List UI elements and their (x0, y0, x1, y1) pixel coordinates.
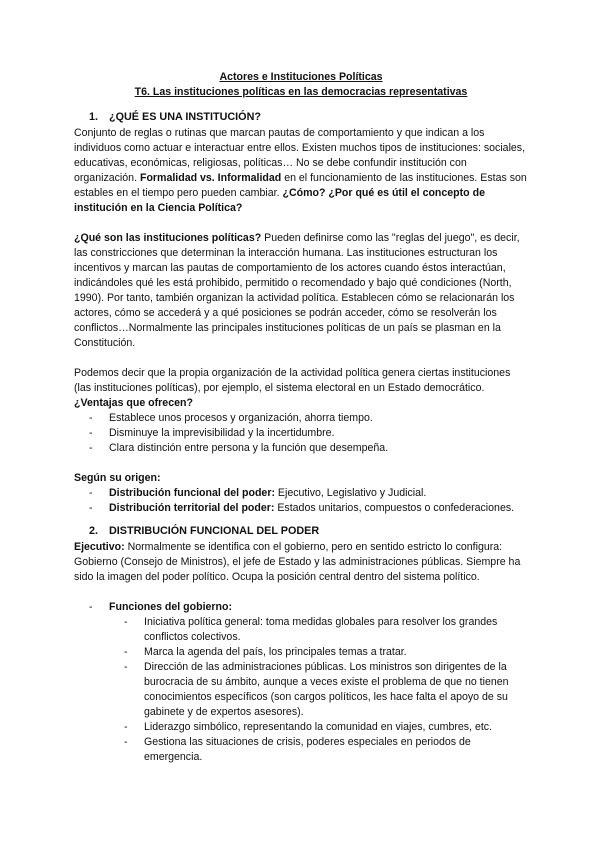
list-item (86, 501, 528, 516)
section-2-number: 2. (89, 525, 99, 537)
bold-run: Distribución funcional del poder: (109, 487, 275, 499)
section-2-heading (89, 524, 528, 539)
bold-run: Formalidad vs. Informalidad (139, 172, 282, 184)
list-item: - Clara distinción entre persona y la función que desempeña. (86, 441, 528, 456)
bold-run: Distribución territorial del poder: (109, 502, 275, 514)
functions-list (74, 615, 528, 765)
list-item (86, 486, 528, 501)
spacer (74, 216, 528, 231)
text-run: en el funcionamiento de las instituciones. Estas son estables en el tiempo pero pueden cambiar. (74, 172, 527, 199)
advantages-list (74, 411, 528, 456)
bold-run: ¿Ventajas que ofrecen? (74, 397, 193, 409)
bold-run: ¿Cómo? ¿Por qué es útil el concepto de institución en la Ciencia Política? (74, 187, 485, 214)
section-1-paragraph-1 (74, 126, 528, 216)
section-1-heading (89, 110, 528, 125)
list-item: - Gestiona las situaciones de crisis, poderes especiales en periodos de emergencia. (120, 735, 528, 765)
text-run: Pueden definirse como las "reglas del juego", es decir, las constricciones que determinan la interacción humana. Las instituciones estructuran los incentivos y marcan las pautas de comportamiento de los actores cuando éstos interactúan, indicándoles qué les está prohibido, permitido o recomendado y bajo qué condiciones (North, 1990). Por tanto, también organizan la actividad política. Establecen cómo se relacionarán los actores, cómo se accederá y a qué posiciones se podrán acceder, cómo se resolverán los conflictos…Normalmente las principales instituciones políticas de un país se plasman en la Constitución. (74, 232, 520, 349)
section-1-title: ¿QUÉ ES UNA INSTITUCIÓN? (109, 111, 261, 123)
origin-heading (74, 471, 528, 486)
text-run: Estados unitarios, compuestos o confederaciones. (274, 502, 515, 514)
list-item: - Iniciativa política general: toma medidas globales para resolver los grandes conflictos colectivos. (120, 615, 528, 645)
list-item: - Establece unos procesos y organización, ahorra tiempo. (86, 411, 528, 426)
section-1-paragraph-2 (74, 231, 528, 351)
section-1-number: 1. (89, 111, 99, 123)
text-run: Conjunto de reglas o rutinas que marcan pautas de comportamiento y que indican a los individuos como actuar e interactuar entre ellos. Existen muchos tipos de instituciones: sociales, educativas, económicas, religiosas, políticas… No se debe confundir institución con organización. (74, 127, 526, 184)
list-item: - Disminuye la imprevisibilidad y la incertidumbre. (86, 426, 528, 441)
list-item (86, 600, 528, 615)
document-title: Actores e Instituciones Políticas (219, 71, 383, 83)
spacer (74, 351, 528, 366)
section-2-paragraph-1 (74, 540, 528, 585)
bold-run: ¿Qué son las instituciones políticas? (74, 232, 262, 244)
text-run: Podemos decir que la propia organización de la actividad política genera ciertas instituciones (las instituciones políticas), por ejemplo, el sistema electoral en un Estado democrático. (74, 367, 511, 394)
section-2-title: DISTRIBUCIÓN FUNCIONAL DEL PODER (109, 525, 320, 537)
list-item: - Marca la agenda del país, los principales temas a tratar. (120, 645, 528, 660)
list-item: - Liderazgo simbólico, representando la comunidad en viajes, cumbres, etc. (120, 720, 528, 735)
origin-list (74, 486, 528, 516)
spacer (74, 456, 528, 471)
spacer (74, 585, 528, 600)
bold-run: Funciones del gobierno: (109, 601, 233, 613)
text-run: Ejecutivo, Legislativo y Judicial. (274, 487, 427, 499)
bold-run: Ejecutivo: (74, 541, 125, 553)
list-item: - Dirección de las administraciones públicas. Los ministros son dirigentes de la burocracia de su ámbito, aunque a veces existe el problema de que no tienen conocimientos específicos (son cargos políticos, les hace falta el apoyo de su gabinete y de expertos asesores). (120, 660, 528, 720)
section-1-paragraph-3 (74, 366, 528, 411)
functions-heading-list (74, 600, 528, 615)
bold-run: Según su origen: (74, 472, 161, 484)
text-run: Normalmente se identifica con el gobierno, pero en sentido estricto lo configura: Gobierno (Consejo de Ministros), el jefe de Estado y las administraciones públicas. Siempre ha sido la imagen del poder político. Ocupa la posición central dentro del sistema político. (74, 541, 521, 583)
document-subtitle: T6. Las instituciones políticas en las democracias representativas (134, 86, 468, 98)
